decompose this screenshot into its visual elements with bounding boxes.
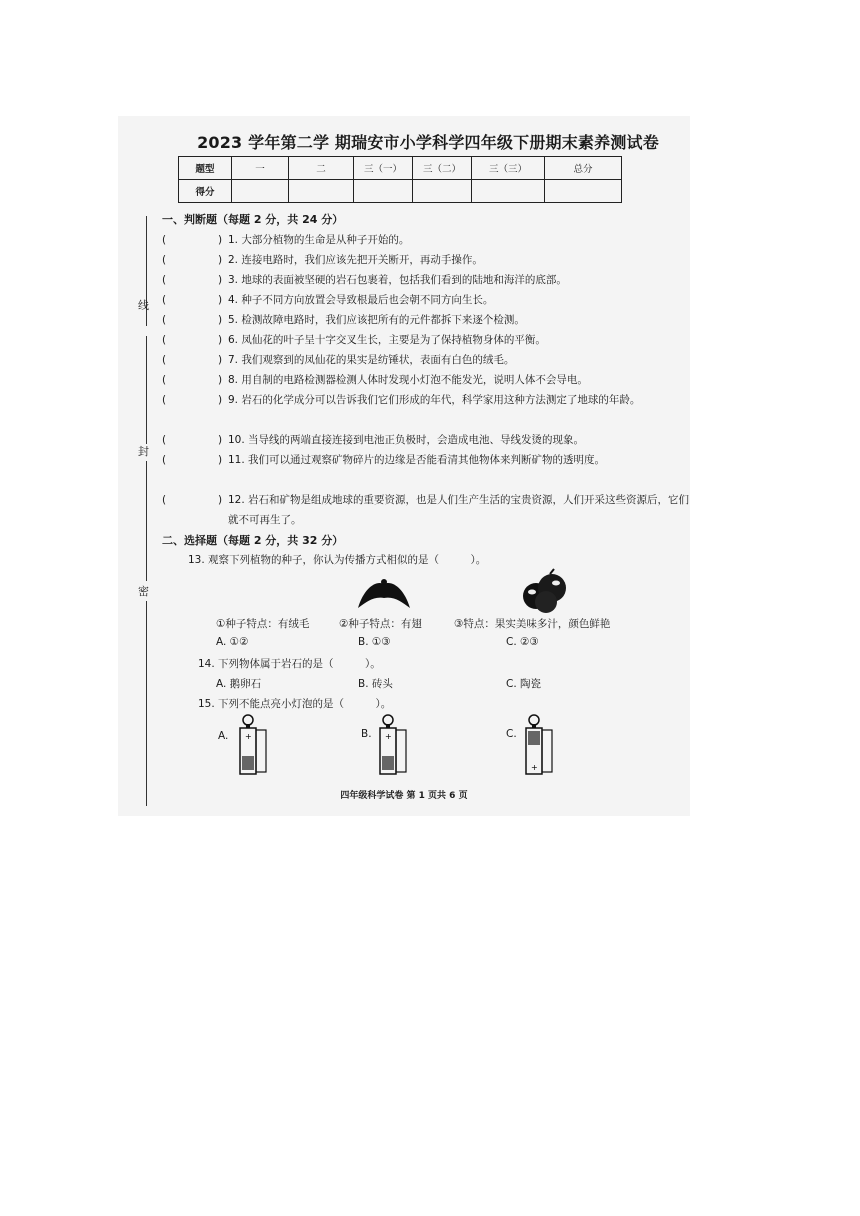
seed-feature-3: ③特点：果实美味多汁，颜色鲜艳 <box>454 618 611 630</box>
judgment-item-text: 8. 用自制的电路检测器检测人体时发现小灯泡不能发光，说明人体不会导电。 <box>228 374 588 386</box>
answer-paren-open[interactable]: ( <box>162 294 167 306</box>
question-13-stem: 13. 观察下列植物的种子，你认为传播方式相似的是（ ）。 <box>188 554 487 566</box>
seed-feature-1: ①种子特点：有绒毛 <box>216 618 310 630</box>
score-cell[interactable] <box>232 180 289 203</box>
section-title-judgment: 一、判断题（每题 2 分，共 24 分） <box>162 213 344 226</box>
judgment-item <box>162 390 662 430</box>
score-table-header-row <box>179 157 622 180</box>
berry-fruit-icon <box>520 568 570 616</box>
option-b[interactable]: B. <box>361 728 372 740</box>
answer-paren-close: ) <box>218 334 223 346</box>
judgment-item-text: 1. 大部分植物的生命是从种子开始的。 <box>228 234 410 246</box>
judgment-item <box>162 370 662 390</box>
score-table-score-row <box>179 180 622 203</box>
answer-paren-close: ) <box>218 434 223 446</box>
answer-paren-open[interactable]: ( <box>162 334 167 346</box>
answer-paren-close: ) <box>218 294 223 306</box>
score-cell[interactable] <box>413 180 472 203</box>
answer-paren-open[interactable]: ( <box>162 314 167 326</box>
table-header-cell: 一 <box>232 157 289 180</box>
circuit-a-icon <box>236 712 272 778</box>
judgment-item-text: 11. 我们可以通过观察矿物碎片的边缘是否能看清其他物体来判断矿物的透明度。 <box>228 454 606 466</box>
answer-paren-close: ) <box>218 374 223 386</box>
judgment-item-text: 2. 连接电路时，我们应该先把开关断开，再动手操作。 <box>228 254 483 266</box>
score-cell[interactable] <box>472 180 545 203</box>
option-a[interactable]: A. 鹅卵石 <box>216 678 262 690</box>
answer-paren-open[interactable]: ( <box>162 434 167 446</box>
table-header-cell: 三（二） <box>413 157 472 180</box>
answer-paren-open[interactable]: ( <box>162 454 167 466</box>
svg-text:+: + <box>531 763 538 772</box>
table-header-cell: 总分 <box>545 157 622 180</box>
answer-paren-open[interactable]: ( <box>162 374 167 386</box>
question-14-stem: 14. 下列物体属于岩石的是（ ）。 <box>198 658 381 670</box>
option-b[interactable]: B. ①③ <box>358 636 391 648</box>
judgment-item <box>162 310 662 330</box>
judgment-item-text: 9. 岩石的化学成分可以告诉我们它们形成的年代，科学家用这种方法测定了地球的年龄。 <box>228 394 641 406</box>
table-header-cell: 题型 <box>179 157 232 180</box>
judgment-item-text: 12. 岩石和矿物是组成地球的重要资源，也是人们生产生活的宝贵资源，人们开采这些资源后，它们就不可再生了。 <box>228 494 690 526</box>
judgment-item <box>162 270 662 290</box>
circuit-c-icon <box>522 712 558 778</box>
exam-page <box>118 116 690 816</box>
answer-paren-close: ) <box>218 354 223 366</box>
question-15-stem: 15. 下列不能点亮小灯泡的是（ ）。 <box>198 698 392 710</box>
judgment-item-text: 4. 种子不同方向放置会导致根最后也会朝不同方向生长。 <box>228 294 494 306</box>
binding-line <box>146 601 147 806</box>
winged-seed-icon <box>354 574 414 614</box>
score-cell[interactable] <box>289 180 354 203</box>
option-a[interactable]: A. ①② <box>216 636 249 648</box>
answer-paren-open[interactable]: ( <box>162 274 167 286</box>
answer-paren-close: ) <box>218 454 223 466</box>
answer-paren-close: ) <box>218 254 223 266</box>
judgment-item <box>162 290 662 310</box>
binding-line <box>146 461 147 581</box>
answer-paren-open[interactable]: ( <box>162 234 167 246</box>
binding-char-mi: 密 <box>138 585 149 598</box>
answer-paren-open[interactable]: ( <box>162 394 167 406</box>
judgment-item-text: 10. 当导线的两端直接连接到电池正负极时，会造成电池、导线发烫的现象。 <box>228 434 585 446</box>
option-a[interactable]: A. <box>218 730 229 742</box>
table-header-cell: 三（三） <box>472 157 545 180</box>
section-title-choice: 二、选择题（每题 2 分，共 32 分） <box>162 534 344 547</box>
judgment-item-text: 3. 地球的表面被坚硬的岩石包裹着，包括我们看到的陆地和海洋的底部。 <box>228 274 567 286</box>
page-footer: 四年级科学试卷 第 1 页共 6 页 <box>340 791 468 801</box>
answer-paren-open[interactable]: ( <box>162 254 167 266</box>
binding-char-xian: 线 <box>138 299 149 312</box>
option-b[interactable]: B. 砖头 <box>358 678 393 690</box>
answer-paren-close: ) <box>218 234 223 246</box>
judgment-item <box>162 330 662 350</box>
table-row-label: 得分 <box>179 180 232 203</box>
binding-char-feng: 封 <box>138 445 149 458</box>
score-table <box>178 156 622 203</box>
answer-paren-close: ) <box>218 274 223 286</box>
seed-feature-2: ②种子特点：有翅 <box>339 618 422 630</box>
judgment-item <box>162 450 662 490</box>
option-c[interactable]: C. ②③ <box>506 636 539 648</box>
option-c[interactable]: C. <box>506 728 517 740</box>
answer-paren-open[interactable]: ( <box>162 494 167 506</box>
judgment-item-text: 7. 我们观察到的凤仙花的果实是纺锤状，表面有白色的绒毛。 <box>228 354 515 366</box>
judgment-item <box>162 230 662 250</box>
circuit-b-icon <box>376 712 412 778</box>
table-header-cell: 三（一） <box>354 157 413 180</box>
judgment-item-text: 5. 检测故障电路时，我们应该把所有的元件都拆下来逐个检测。 <box>228 314 525 326</box>
judgment-item-text: 6. 凤仙花的叶子呈十字交叉生长，主要是为了保持植物身体的平衡。 <box>228 334 546 346</box>
judgment-item <box>162 490 690 530</box>
judgment-item <box>162 350 662 370</box>
option-c[interactable]: C. 陶瓷 <box>506 678 542 690</box>
answer-paren-close: ) <box>218 494 223 506</box>
judgment-item <box>162 430 662 450</box>
score-cell[interactable] <box>545 180 622 203</box>
answer-paren-open[interactable]: ( <box>162 354 167 366</box>
table-header-cell: 二 <box>289 157 354 180</box>
binding-line <box>146 336 147 444</box>
answer-paren-close: ) <box>218 314 223 326</box>
answer-paren-close: ) <box>218 394 223 406</box>
score-cell[interactable] <box>354 180 413 203</box>
exam-title: 2023 学年第二学 期瑞安市小学科学四年级下册期末素养测试卷 <box>197 133 659 152</box>
judgment-item <box>162 250 662 270</box>
svg-text:+: + <box>245 732 252 741</box>
svg-text:+: + <box>385 732 392 741</box>
